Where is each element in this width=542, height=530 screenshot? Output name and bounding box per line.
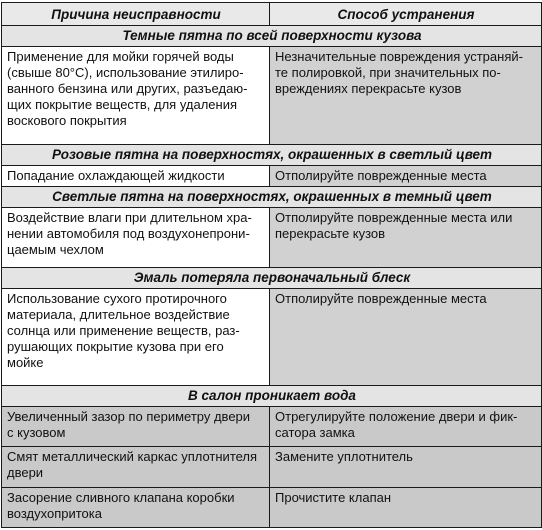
text-line: воздухопритока bbox=[7, 505, 102, 521]
text-line: Незначительные повреждения устраняй- bbox=[275, 49, 523, 65]
text-line: перекрасьте кузов bbox=[275, 226, 386, 242]
text-line: Отрегулируйте положение двери и фик- bbox=[275, 409, 518, 425]
section-header-row bbox=[2, 26, 542, 47]
fix-cell bbox=[270, 447, 542, 487]
text-line: Попадание охлаждающей жидкости bbox=[7, 167, 225, 183]
cause-cell bbox=[2, 208, 270, 267]
text-line: двери bbox=[7, 465, 44, 481]
text-line: Замените уплотнитель bbox=[275, 449, 413, 465]
text-line: (свыше 80°С), использование этилиро- bbox=[7, 65, 244, 81]
text-line: ванного бензина или других, разъедаю- bbox=[7, 81, 248, 97]
text-line: Применение для мойки горячей воды bbox=[7, 49, 234, 65]
text-line: мойке bbox=[7, 354, 44, 370]
fix-cell bbox=[270, 165, 542, 186]
text-line: воскового покрытия bbox=[7, 113, 127, 129]
text-line: сатора замка bbox=[275, 425, 355, 441]
cause-cell bbox=[2, 47, 270, 144]
text-line: щих покрытие веществ, для удаления bbox=[7, 97, 238, 113]
cause-cell bbox=[2, 288, 270, 385]
table-row bbox=[2, 208, 542, 267]
text-line: Прочистите клапан bbox=[275, 489, 392, 505]
section-header-row bbox=[2, 386, 542, 407]
section-header-row bbox=[2, 267, 542, 288]
text-line: материала, длительное воздействие bbox=[7, 306, 230, 322]
header-cause: Причина неисправности bbox=[2, 3, 270, 26]
section-header-row bbox=[2, 144, 542, 165]
text-line: те полировкой, при значительных по- bbox=[275, 65, 501, 81]
text-line: Воздействие влаги при длительном хра- bbox=[7, 210, 252, 226]
cause-cell bbox=[2, 165, 270, 186]
section-title: Светлые пятна на поверхностях, окрашенных в темный цвет bbox=[2, 187, 542, 208]
table-row bbox=[2, 487, 542, 527]
text-line: Отполируйте поврежденные места или bbox=[275, 210, 513, 226]
text-line: Увеличенный зазор по периметру двери bbox=[7, 409, 251, 425]
fix-cell bbox=[270, 407, 542, 447]
header-row bbox=[2, 3, 542, 26]
table-row bbox=[2, 447, 542, 487]
fix-cell bbox=[270, 288, 542, 385]
section-title: Эмаль потеряла первоначальный блеск bbox=[2, 267, 542, 288]
fix-cell bbox=[270, 47, 542, 144]
table-row bbox=[2, 407, 542, 447]
text-line: с кузовом bbox=[7, 425, 66, 441]
table-row bbox=[2, 165, 542, 186]
section-title: Розовые пятна на поверхностях, окрашенных в светлый цвет bbox=[2, 144, 542, 165]
fix-cell bbox=[270, 487, 542, 527]
cause-cell bbox=[2, 487, 270, 527]
section-title: В салон проникает вода bbox=[2, 386, 542, 407]
text-line: Засорение сливного клапана коробки bbox=[7, 489, 235, 505]
table-row bbox=[2, 288, 542, 385]
fix-cell bbox=[270, 208, 542, 267]
text-line: солнца или применение веществ, раз- bbox=[7, 322, 240, 338]
text-line: вреждениях перекрасьте кузов bbox=[275, 81, 462, 97]
text-line: нении автомобиля под воздухонепрони- bbox=[7, 226, 250, 242]
text-line: рушающих покрытие кузова при его bbox=[7, 338, 224, 354]
table-row bbox=[2, 47, 542, 144]
text-line: Использование сухого протирочного bbox=[7, 290, 227, 306]
text-line: цаемым чехлом bbox=[7, 242, 104, 258]
header-fix: Способ устранения bbox=[270, 3, 542, 26]
text-line: Отполируйте поврежденные места bbox=[275, 290, 487, 306]
cause-cell bbox=[2, 407, 270, 447]
text-line: Отполируйте поврежденные места bbox=[275, 167, 487, 183]
section-title: Темные пятна по всей поверхности кузова bbox=[2, 26, 542, 47]
troubleshooting-table bbox=[1, 2, 542, 528]
text-line: Смят металлический каркас уплотнителя bbox=[7, 449, 258, 465]
section-header-row bbox=[2, 187, 542, 208]
cause-cell bbox=[2, 447, 270, 487]
